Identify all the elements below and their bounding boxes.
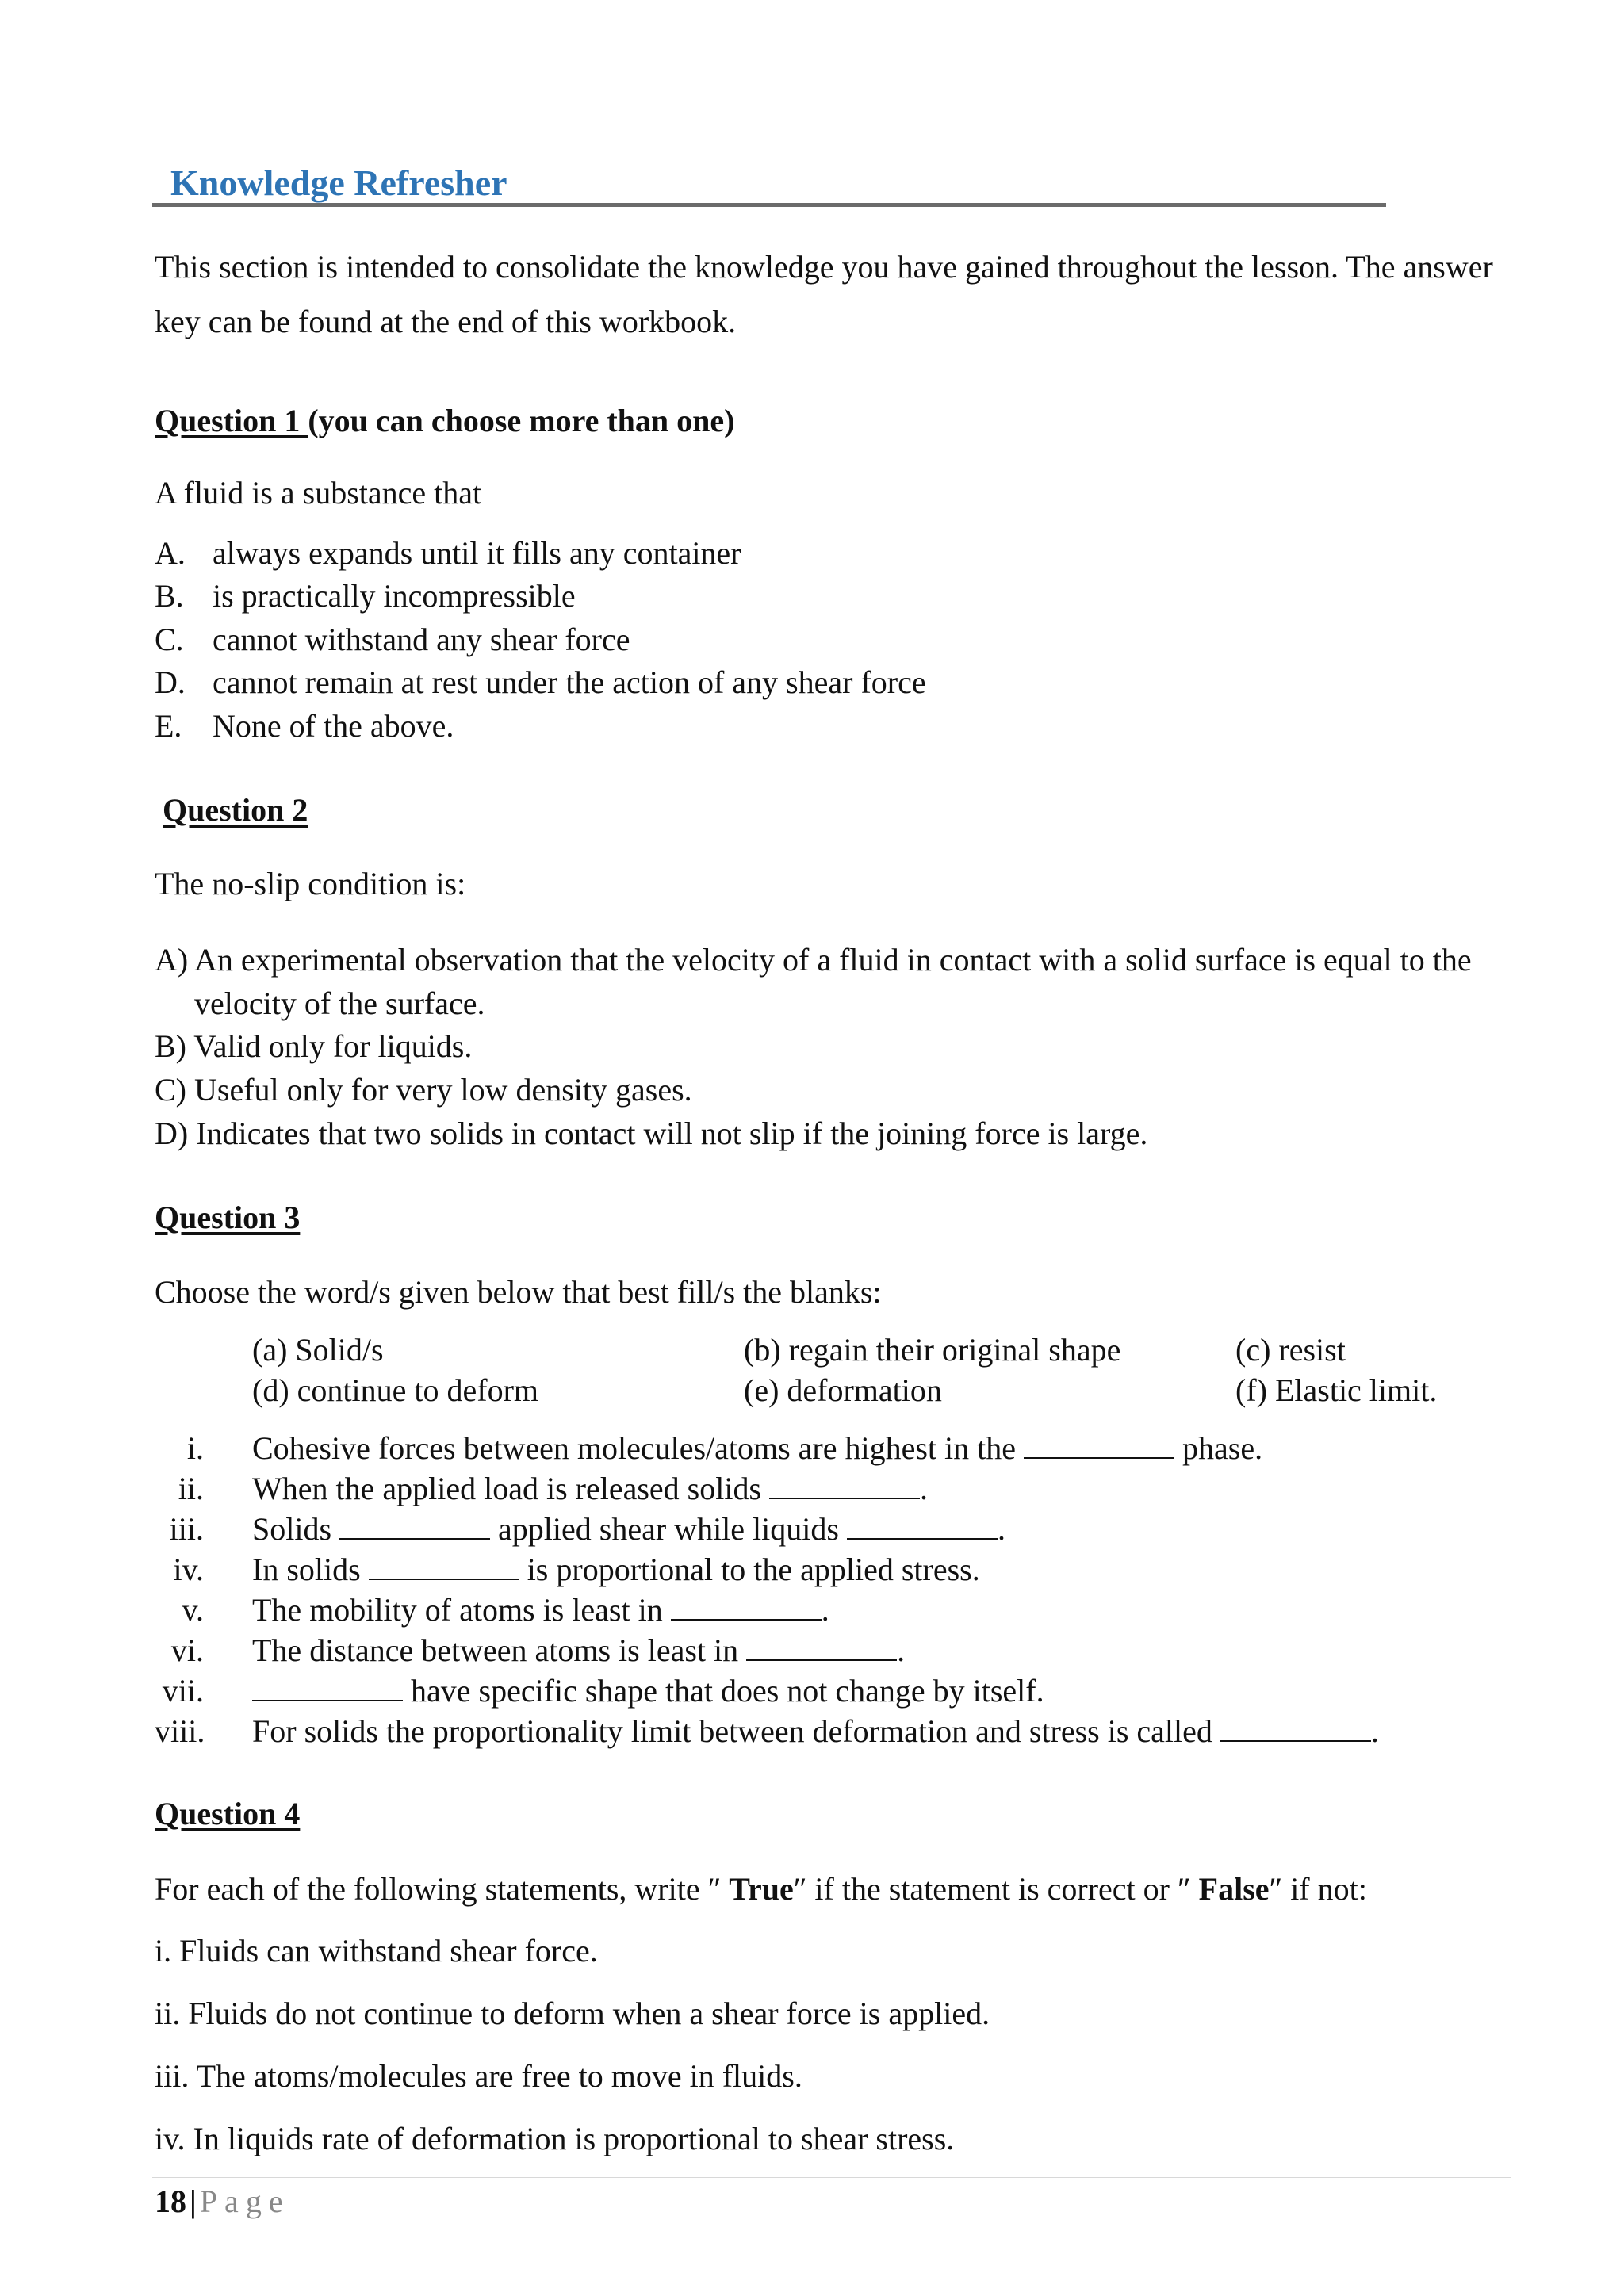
q2-option-b: B) Valid only for liquids.	[155, 1028, 473, 1064]
item-number: vi.	[170, 1632, 204, 1668]
item-number: i.	[186, 1430, 204, 1466]
statement-1: i. Fluids can withstand shear force.	[155, 1933, 598, 1969]
intro-line-1: This section is intended to consolidate the knowledge you have gained throughout the lesson. The answer	[155, 249, 1493, 285]
question-1-label: Question 1	[155, 403, 308, 438]
blank-line	[369, 1555, 519, 1580]
fill-blank-item: The mobility of atoms is least in .	[252, 1592, 829, 1628]
blank-line	[769, 1474, 920, 1499]
fill-blank-item: For solids the proportionality limit between deformation and stress is called .	[252, 1713, 1379, 1749]
blank-line	[1024, 1433, 1174, 1459]
item-number: iv.	[173, 1552, 204, 1587]
question-4-stem: For each of the following statements, write ″ True″ if the statement is correct or ″ False″ if not:	[155, 1871, 1367, 1907]
q1-option-d: D. cannot remain at rest under the action of any shear force	[155, 664, 926, 700]
q2-option-d: D) Indicates that two solids in contact will not slip if the joining force is large.	[155, 1115, 1148, 1151]
question-1-subtitle: (you can choose more than one)	[308, 403, 735, 438]
fill-blank-item: Cohesive forces between molecules/atoms are highest in the phase.	[252, 1430, 1263, 1466]
q1-option-e: E. None of the above.	[155, 708, 454, 744]
question-3-stem: Choose the word/s given below that best fill/s the blanks:	[155, 1274, 882, 1310]
heading-rule	[152, 203, 1386, 207]
fill-blank-item: When the applied load is released solids .	[252, 1471, 929, 1506]
q1-option-a: A. always expands until it fills any container	[155, 535, 741, 571]
blank-line	[746, 1636, 897, 1661]
choice-b: (b) regain their original shape	[744, 1332, 1121, 1368]
question-1-stem: A fluid is a substance that	[155, 475, 482, 511]
q2-option-c: C) Useful only for very low density gases.	[155, 1072, 692, 1108]
item-number: ii.	[178, 1471, 204, 1506]
question-1-title	[155, 402, 734, 439]
choice-f: (f) Elastic limit.	[1235, 1372, 1438, 1408]
q2-option-a: A) An experimental observation that the velocity of a fluid in contact with a solid surface is equal to the	[155, 942, 1472, 978]
footer-rule	[152, 2177, 1511, 2178]
page-footer	[155, 2183, 290, 2219]
question-2-title: Question 2	[163, 792, 308, 828]
page-word: Page	[199, 2183, 290, 2219]
item-number: viii.	[155, 1713, 205, 1749]
item-number: iii.	[169, 1511, 204, 1547]
q2-option-a-cont: velocity of the surface.	[194, 985, 485, 1021]
statement-3: iii. The atoms/molecules are free to move in fluids.	[155, 2058, 802, 2094]
fill-blank-item: In solids is proportional to the applied stress.	[252, 1552, 980, 1587]
item-number: vii.	[162, 1673, 204, 1709]
fill-blank-item: Solids applied shear while liquids .	[252, 1511, 1005, 1547]
page-separator: |	[190, 2183, 197, 2219]
q1-option-c: C. cannot withstand any shear force	[155, 622, 630, 657]
blank-line	[671, 1595, 822, 1621]
question-2-stem: The no-slip condition is:	[155, 866, 466, 901]
choice-a: (a) Solid/s	[252, 1332, 384, 1368]
statement-2: ii. Fluids do not continue to deform when a shear force is applied.	[155, 1996, 990, 2031]
item-number: v.	[182, 1592, 204, 1628]
page-number: 18	[155, 2183, 186, 2219]
blank-line	[847, 1514, 998, 1540]
fill-blank-item: The distance between atoms is least in .	[252, 1632, 906, 1668]
statement-4: iv. In liquids rate of deformation is proportional to shear stress.	[155, 2121, 955, 2156]
question-3-title: Question 3	[155, 1200, 301, 1235]
intro-line-2: key can be found at the end of this workbook.	[155, 304, 737, 339]
choice-d: (d) continue to deform	[252, 1372, 538, 1408]
question-4-title: Question 4	[155, 1796, 301, 1831]
blank-line	[1220, 1716, 1371, 1742]
blank-line	[339, 1514, 490, 1540]
blank-line	[252, 1676, 403, 1701]
choice-e: (e) deformation	[744, 1372, 942, 1408]
choice-c: (c) resist	[1235, 1332, 1346, 1368]
section-heading: Knowledge Refresher	[170, 163, 508, 203]
fill-blank-item: have specific shape that does not change by itself.	[252, 1675, 1044, 1707]
q1-option-b: B. is practically incompressible	[155, 578, 576, 614]
